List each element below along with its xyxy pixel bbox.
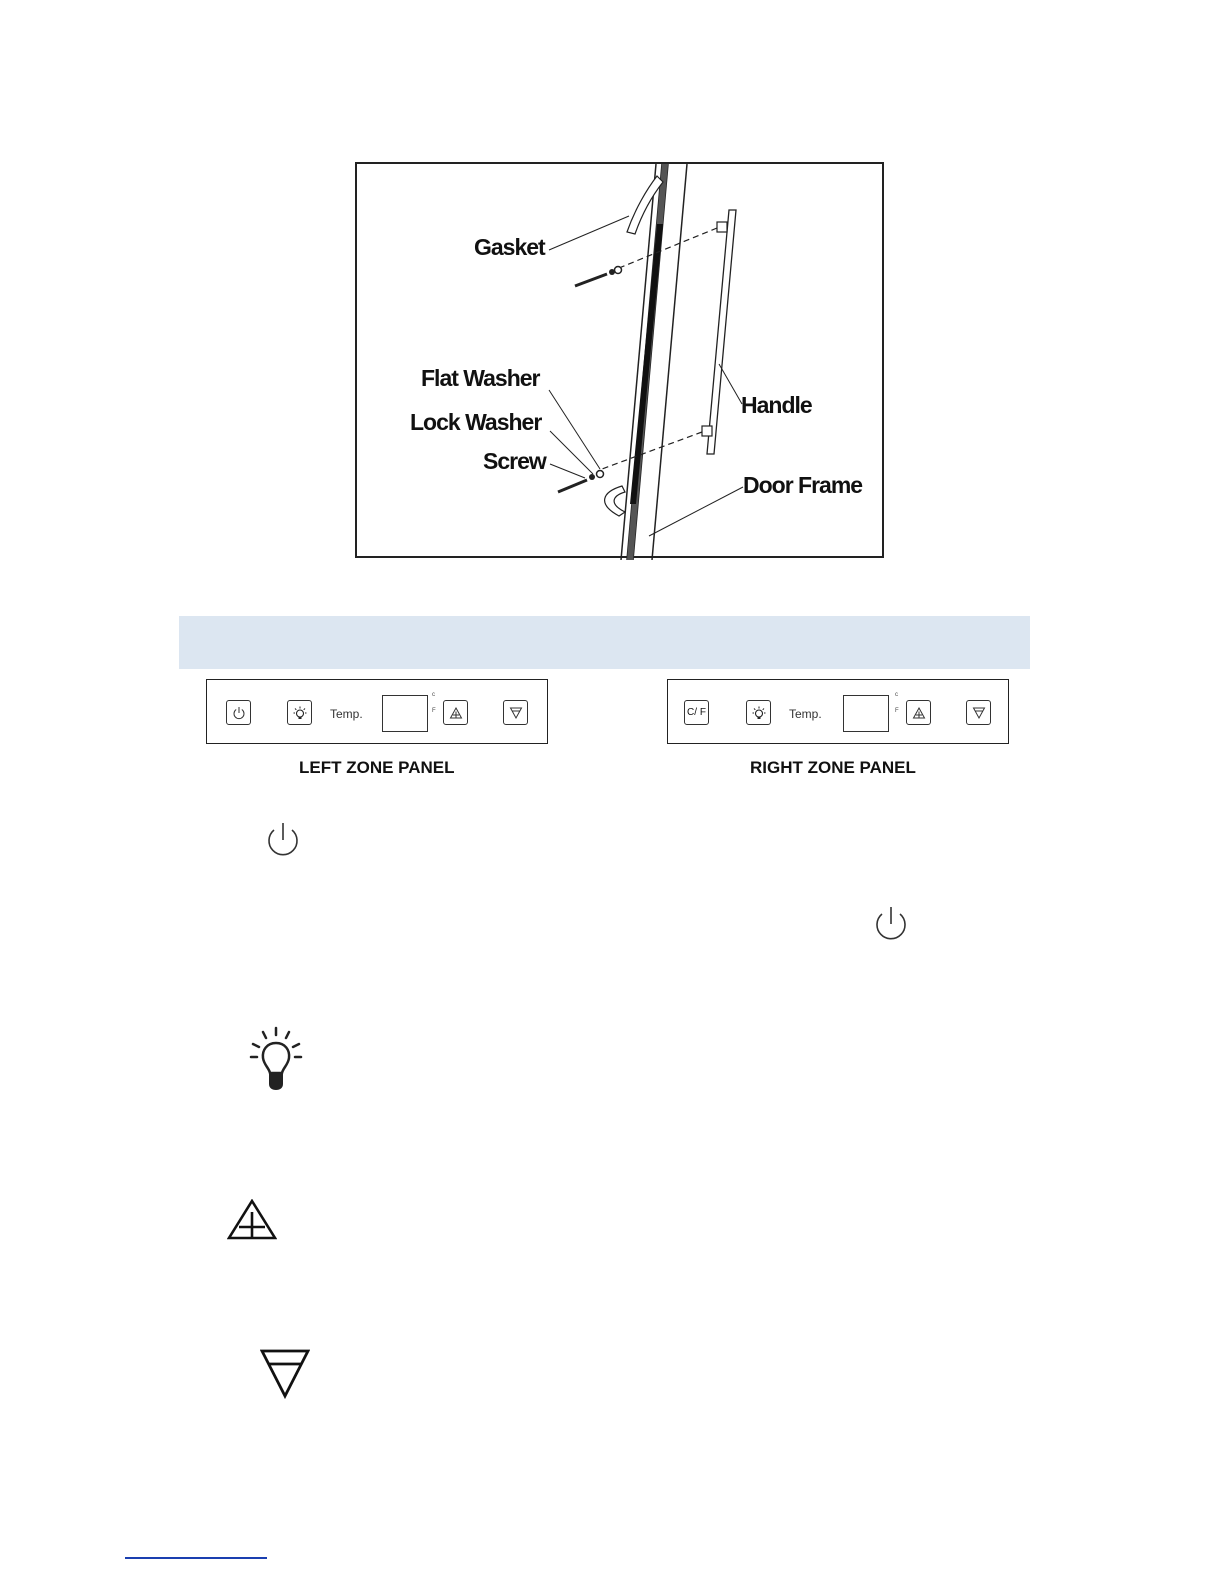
temperature-down-icon	[509, 706, 523, 720]
left-down-button[interactable]	[503, 700, 528, 725]
right-down-button[interactable]	[966, 700, 991, 725]
right-zone-panel-caption: RIGHT ZONE PANEL	[750, 758, 916, 777]
right-light-button[interactable]	[746, 700, 771, 725]
callout-handle: Handle	[741, 392, 812, 418]
handle-installation-figure	[355, 162, 884, 558]
power-icon	[264, 822, 302, 862]
left-zone-panel-caption: LEFT ZONE PANEL	[299, 758, 455, 777]
left-unit-c: c	[432, 692, 435, 698]
temperature-up-icon	[449, 706, 463, 720]
left-zone-panel	[206, 679, 548, 744]
temperature-down-icon	[972, 706, 986, 720]
handle-installation-drawing	[357, 164, 886, 560]
callout-lock-washer: Lock Washer	[410, 409, 542, 435]
power-icon	[232, 706, 246, 720]
section-header-bar	[179, 616, 1030, 669]
light-bulb-icon	[248, 1026, 304, 1092]
right-unit-c: c	[895, 692, 898, 698]
right-unit-f: F	[895, 708, 899, 714]
callout-door-frame: Door Frame	[743, 472, 863, 498]
left-light-button[interactable]	[287, 700, 312, 725]
left-unit-f: F	[432, 708, 436, 714]
right-temp-display	[843, 695, 889, 732]
left-up-button[interactable]	[443, 700, 468, 725]
left-power-button[interactable]	[226, 700, 251, 725]
right-temp-label: Temp.	[789, 707, 822, 721]
temperature-down-icon	[260, 1348, 310, 1400]
callout-gasket: Gasket	[474, 234, 545, 260]
callout-flat-washer: Flat Washer	[421, 365, 540, 391]
temperature-up-icon	[912, 706, 926, 720]
light-bulb-icon	[292, 705, 308, 721]
light-bulb-icon	[751, 705, 767, 721]
callout-screw: Screw	[483, 448, 546, 474]
left-temp-display	[382, 695, 428, 732]
left-temp-label: Temp.	[330, 707, 363, 721]
right-cf-button[interactable]	[684, 700, 709, 725]
footer-link-underline	[125, 1557, 267, 1559]
power-icon	[872, 906, 910, 946]
right-zone-panel	[667, 679, 1009, 744]
right-up-button[interactable]	[906, 700, 931, 725]
temperature-up-icon	[227, 1199, 277, 1241]
cf-label: C/ F	[687, 707, 706, 718]
